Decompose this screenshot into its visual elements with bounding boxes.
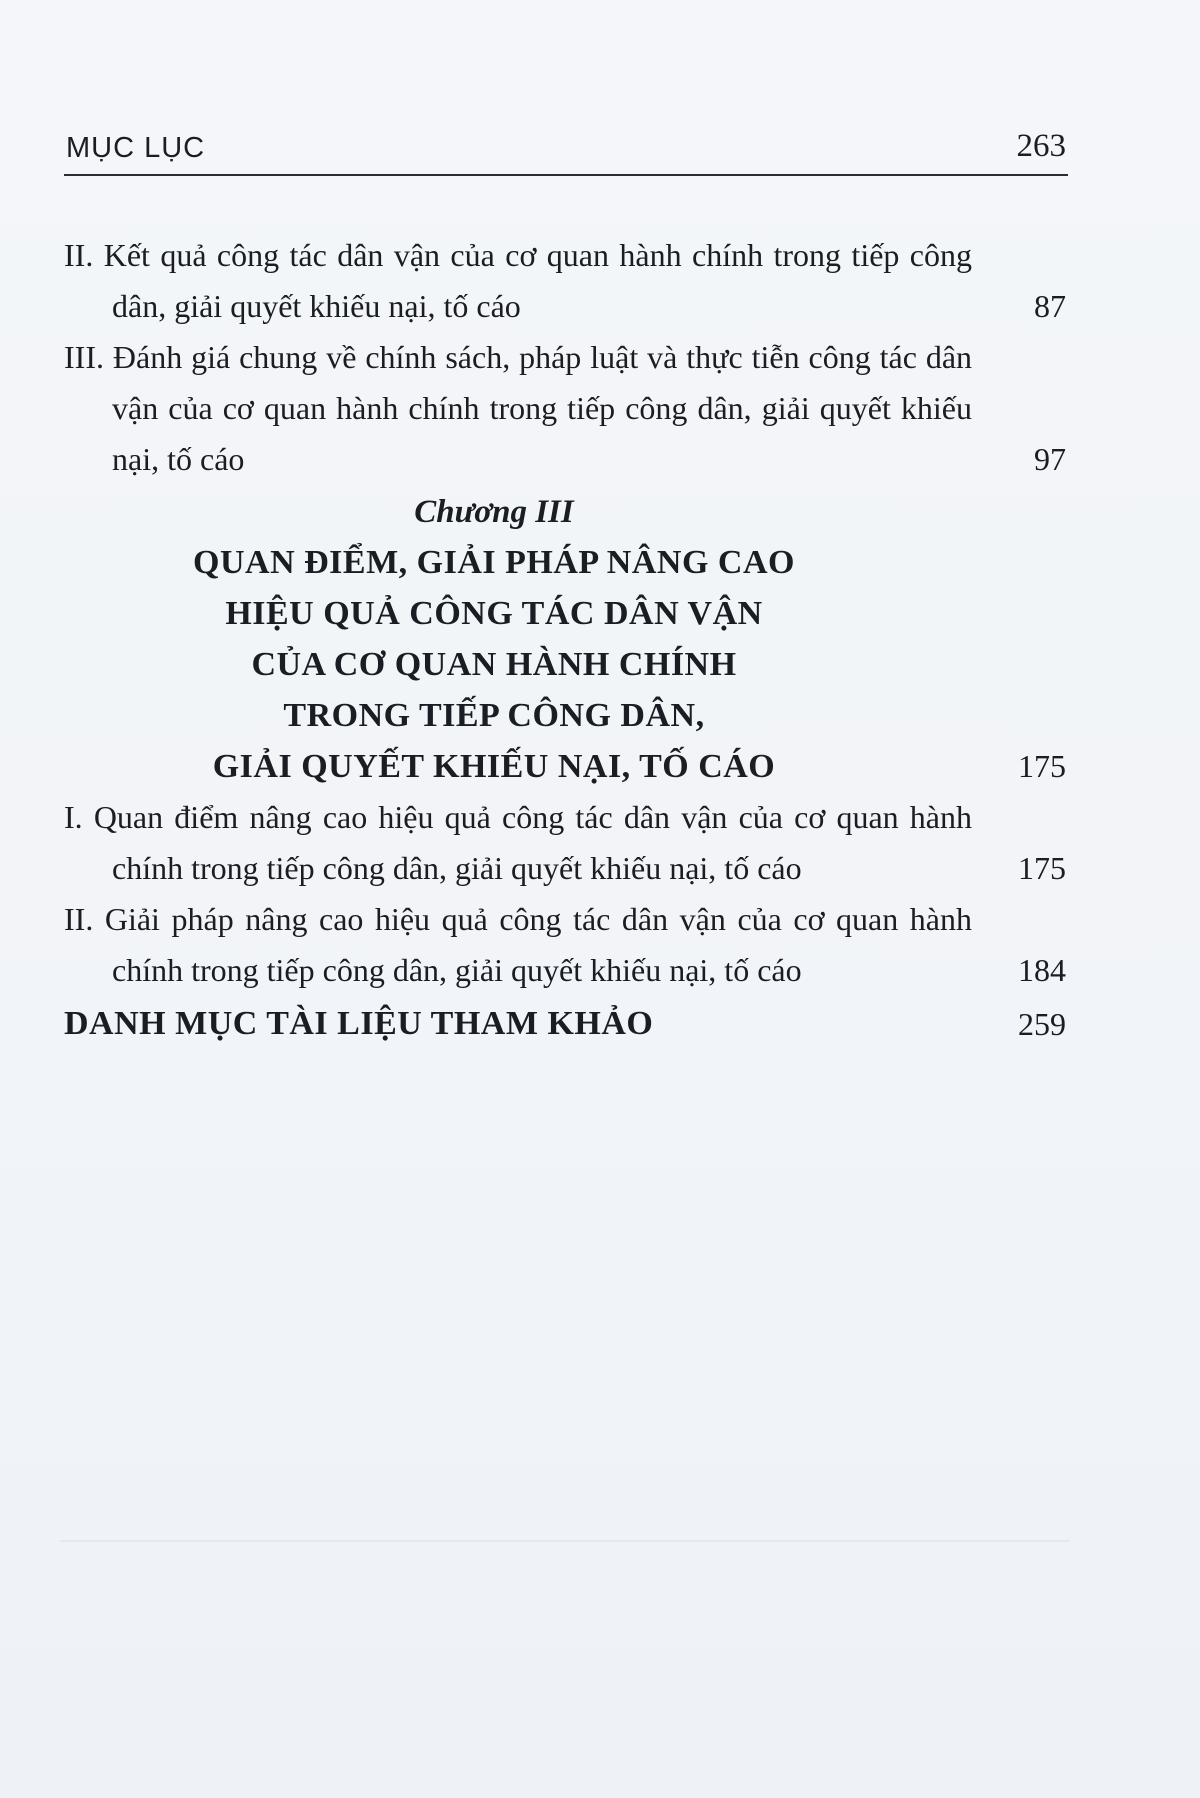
toc-page-number: 87 — [1034, 288, 1066, 324]
chapter-title-line: TRONG TIẾP CÔNG DÂN, — [283, 697, 705, 734]
chapter-label: Chương III — [414, 494, 574, 530]
toc-page-number: 175 — [1018, 850, 1066, 886]
toc-entry-text — [64, 230, 972, 332]
toc-page-number: 97 — [1034, 441, 1066, 477]
toc-line: II. Kết quả công tác dân vận của cơ quan hành — [64, 237, 682, 273]
toc-bibliography — [64, 998, 1068, 1050]
toc-entry-text — [64, 332, 972, 485]
toc-line: chính trong tiếp công dân, giải quyết khiếu nại, — [112, 390, 973, 477]
show-through-text — [60, 1540, 1070, 1772]
toc-line: chính trong tiếp công dân, giải quyết khiếu nại, — [112, 237, 973, 324]
toc-line: II. Giải pháp nâng cao hiệu quả công tác dân vận — [64, 901, 726, 937]
toc-line: quyết khiếu nại, tố cáo — [511, 850, 802, 886]
toc-entry-section-2b — [64, 894, 1068, 996]
running-header — [64, 128, 1068, 176]
toc-line: của cơ quan hành chính trong tiếp công dân, giải — [112, 799, 973, 886]
chapter-title-line: GIẢI QUYẾT KHIẾU NẠI, TỐ CÁO — [212, 748, 776, 785]
toc-line: thực tiễn công tác dân vận của cơ quan hành — [112, 339, 973, 426]
toc-page-number: 184 — [1018, 952, 1066, 988]
toc-entry-section-3 — [64, 332, 1068, 485]
chapter-title-line: QUAN ĐIỂM, GIẢI PHÁP NÂNG CAO — [193, 544, 795, 581]
toc-chapter-3 — [64, 487, 1068, 792]
header-title: MỤC LỤC — [66, 132, 206, 164]
toc-line: tố cáo — [443, 288, 521, 324]
toc-entry-text — [64, 894, 972, 996]
toc-page-number: 175 — [1018, 748, 1066, 784]
toc-line: I. Quan điểm nâng cao hiệu quả công tác dân vận — [64, 799, 728, 835]
toc-line: III. Đánh giá chung về chính sách, pháp luật và — [64, 339, 678, 375]
table-of-contents — [64, 230, 1068, 1050]
toc-line: tố cáo — [167, 441, 245, 477]
toc-page-number: 259 — [1018, 1006, 1066, 1042]
toc-line: của cơ quan hành chính trong tiếp công dân, giải — [112, 901, 973, 988]
toc-line: quyết khiếu nại, tố cáo — [511, 952, 802, 988]
bibliography-title: DANH MỤC TÀI LIỆU THAM KHẢO — [64, 1005, 654, 1042]
chapter-title-line: HIỆU QUẢ CÔNG TÁC DÂN VẬN — [225, 595, 763, 632]
toc-entry-section-2 — [64, 230, 1068, 332]
toc-entry-section-1 — [64, 792, 1068, 894]
toc-entry-text — [64, 792, 972, 894]
header-page-number: 263 — [1016, 128, 1066, 164]
chapter-title-line: CỦA CƠ QUAN HÀNH CHÍNH — [251, 646, 737, 683]
